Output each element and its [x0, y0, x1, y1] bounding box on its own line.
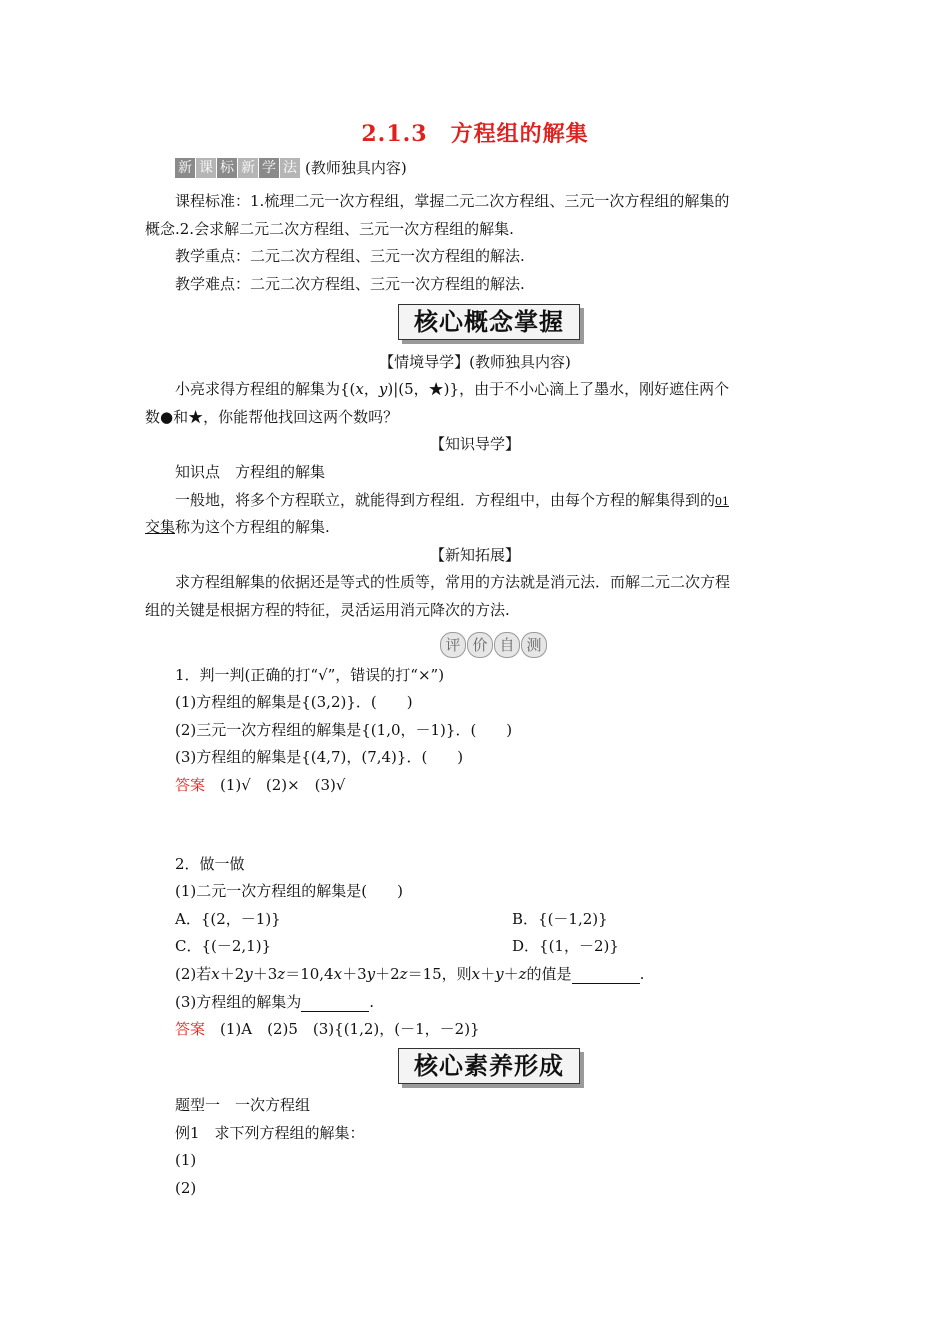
- text: (2)若: [175, 965, 212, 983]
- badge-tile: 新: [175, 158, 195, 178]
- course-standard-line2: 概念.2.会求解二元二次方程组、三元一次方程组的解集.: [145, 220, 514, 238]
- eval-char: 自: [494, 632, 520, 658]
- text: 称为这个方程组的解集.: [175, 518, 330, 536]
- text: (3)方程组的解集为: [175, 993, 302, 1011]
- type1-heading: 题型一 一次方程组: [175, 1096, 311, 1114]
- extension-heading: 【新知拓展】: [429, 546, 520, 564]
- banner-core-literacy: 核心素养形成: [398, 1048, 580, 1084]
- q1-title: 1．判一判(正确的打“√”，错误的打“×”): [175, 666, 445, 684]
- var: z: [518, 965, 527, 983]
- text: ＋2: [375, 965, 400, 983]
- course-standard-line1: 课程标准：1.梳理二元一次方程组，掌握二元二次方程组、三元一次方程组的解集的: [175, 192, 730, 210]
- knowledge-point: 知识点 方程组的解集: [175, 463, 326, 481]
- eval-char: 测: [521, 632, 547, 658]
- eval-char: 价: [467, 632, 493, 658]
- q2-sub1: (1)二元一次方程组的解集是( ): [175, 882, 403, 900]
- var: z: [399, 965, 408, 983]
- text: ＋2: [219, 965, 245, 983]
- var: x: [211, 965, 220, 983]
- badge-note: (教师独具内容): [305, 159, 407, 177]
- answer-blank: [572, 968, 640, 984]
- text: 小亮求得方程组的解集为{(: [175, 380, 356, 398]
- option-b: B．{(－1,2)}: [512, 910, 608, 928]
- q1-answer: [175, 775, 345, 795]
- text: ＋: [503, 965, 519, 983]
- section-badge: [175, 158, 407, 178]
- page-title: 2.1.3 方程组的解集: [361, 121, 589, 147]
- badge-tile: 标: [217, 158, 237, 178]
- text: ＝15，则: [407, 965, 472, 983]
- var: y: [495, 965, 504, 983]
- var: z: [277, 965, 286, 983]
- text: ，: [363, 380, 379, 398]
- example1: 例1 求下列方程组的解集：: [175, 1124, 365, 1142]
- q2-sub2: [175, 964, 644, 984]
- badge-tile: 法: [280, 158, 300, 178]
- text: .: [639, 965, 645, 983]
- answer-label: 答案: [175, 776, 206, 794]
- knowledge-line1: [175, 490, 729, 512]
- option-d: D．{(1，－2)}: [512, 937, 619, 955]
- situation-line2: 数●和★，你能帮他找回这两个数吗？: [145, 408, 399, 426]
- knowledge-heading: 【知识导学】: [429, 435, 520, 453]
- badge-tile: 课: [196, 158, 216, 178]
- q1-item-3: (3)方程组的解集是{(4,7)，(7,4)}．( ): [175, 748, 464, 766]
- text: ＋3: [252, 965, 278, 983]
- text: 一般地，将多个方程联立，就能得到方程组．方程组中，由每个方程的解集得到的: [175, 491, 716, 509]
- text: ＝10,4: [285, 965, 334, 983]
- var: x: [333, 965, 343, 983]
- answer-blank: [301, 996, 369, 1012]
- self-evaluation-badge: [440, 632, 548, 658]
- answer-underlined: 交集: [145, 518, 176, 536]
- q1-item-1: (1)方程组的解集是{(3,2)}．( ): [175, 693, 413, 711]
- answer-label: 答案: [175, 1020, 206, 1038]
- eval-char: 评: [440, 632, 466, 658]
- q1-item-2: (2)三元一次方程组的解集是{(1,0，－1)}．( ): [175, 721, 513, 739]
- text: ＋: [480, 965, 496, 983]
- var: x: [471, 965, 481, 983]
- q2-answer: [175, 1019, 480, 1039]
- situation-line1: [175, 379, 729, 399]
- var-y: y: [378, 380, 388, 398]
- situation-heading: 【情境导学】(教师独具内容): [379, 353, 571, 371]
- text: ＋3: [342, 965, 367, 983]
- q2-title: 2．做一做: [175, 855, 245, 873]
- example-item-2: (2): [175, 1179, 197, 1197]
- blank-number-mark: 01: [715, 495, 730, 508]
- var: y: [366, 965, 376, 983]
- answer-text: (1)√ (2)× (3)√: [220, 776, 346, 794]
- badge-tile: 新: [238, 158, 258, 178]
- extension-line1: 求方程组解集的依据还是等式的性质等，常用的方法就是消元法．而解二元二次方程: [175, 573, 731, 591]
- option-a: A．{(2，－1)}: [175, 910, 281, 928]
- q2-sub3: [175, 992, 374, 1012]
- teaching-key-point: 教学重点：二元二次方程组、三元一次方程组的解法.: [175, 247, 525, 265]
- var: y: [244, 965, 253, 983]
- example-item-1: (1): [175, 1151, 197, 1169]
- banner-core-concepts: 核心概念掌握: [398, 304, 580, 340]
- text: 的值是: [526, 965, 572, 983]
- text: .: [369, 993, 375, 1011]
- var-x: x: [355, 380, 364, 398]
- option-c: C．{(－2,1)}: [175, 937, 272, 955]
- text: )|(5，★)}，由于不小心滴上了墨水，刚好遮住两个: [387, 380, 730, 398]
- answer-text: (1)A (2)5 (3){(1,2)，(－1，－2)}: [220, 1020, 480, 1038]
- extension-line2: 组的关键是根据方程的特征，灵活运用消元降次的方法.: [145, 601, 510, 619]
- badge-tile: 学: [259, 158, 279, 178]
- knowledge-line2: [145, 517, 330, 537]
- teaching-difficulty: 教学难点：二元二次方程组、三元一次方程组的解法.: [175, 275, 525, 293]
